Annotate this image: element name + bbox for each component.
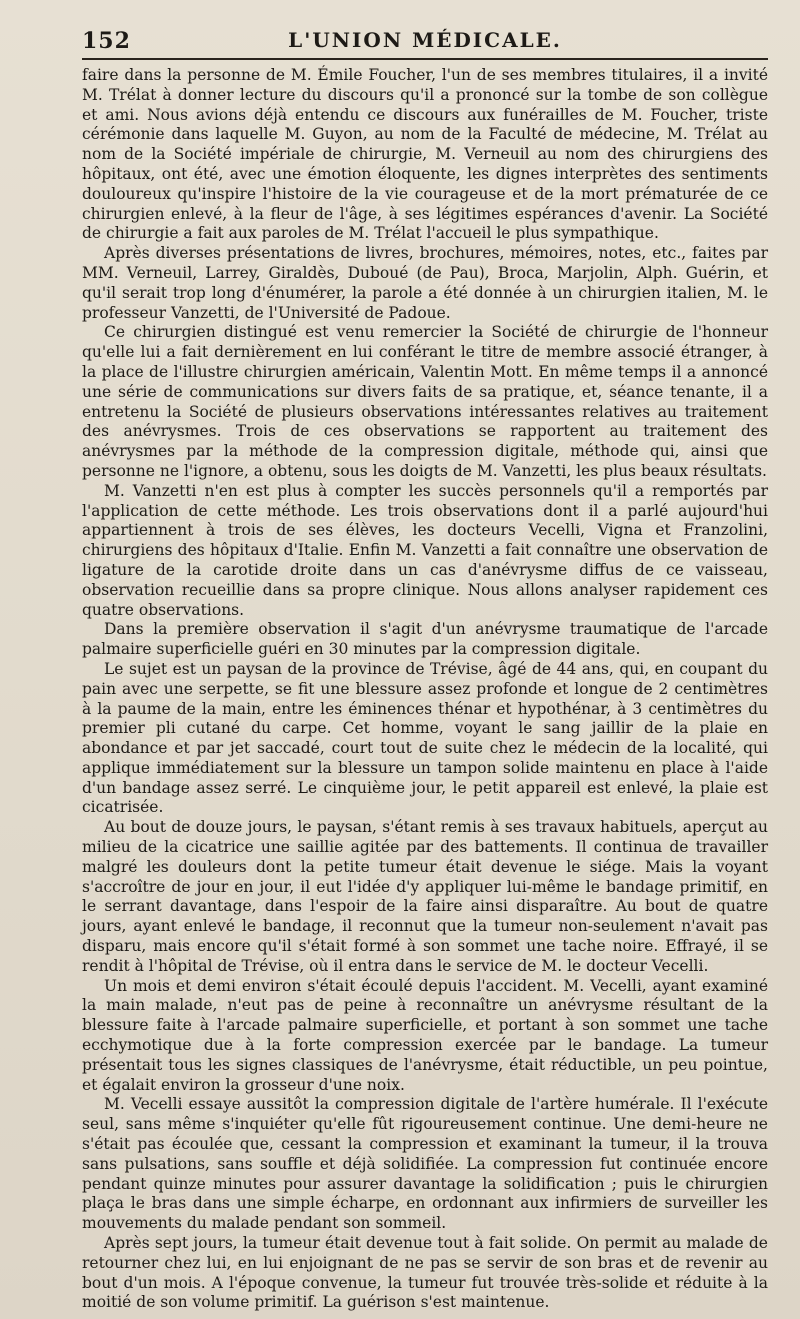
paragraph-9: M. Vecelli essaye aussitôt la compression digitale de l'artère humérale. Il l'exécute seul, sans même s'inquiéter qu'elle fût rigoureusement continue. Une demi-heure ne s'était pas écoulée que, cessant la compression et examinant la tumeur, il la trouva sans pulsations, sans souffle et déjà solidifiée. La compression fut continuée encore pendant quinze minutes pour assurer davantage la solidification ; puis le chirurgien plaça le bras dans une simple écharpe, en ordonnant aux infirmiers de surveiller les mouvements du malade pendant son sommeil. <box>82 1095 768 1233</box>
paragraph-5: Dans la première observation il s'agit d'un anévrysme traumatique de l'arcade palmaire superficielle guéri en 30 minutes par la compression digitale. <box>82 620 768 659</box>
paragraph-1: faire dans la personne de M. Émile Foucher, l'un de ses membres titulaires, il a invité M. Trélat à donner lecture du discours qu'il a prononcé sur la tombe de son collègue et ami. Nous avions déjà entendu ce discours aux funérailles de M. Foucher, triste cérémonie dans laquelle M. Guyon, au nom de la Faculté de médecine, M. Trélat au nom de la Société impériale de chirurgie, M. Verneuil au nom des chirurgiens des hôpitaux, ont été, avec une émotion éloquente, les dignes interprètes des sentiments douloureux qu'inspire l'histoire de la vie courageuse et de la mort prématurée de ce chirurgien enlevé, à la fleur de l'âge, à ses légitimes espérances d'avenir. La Société de chirurgie a fait aux paroles de M. Trélat l'accueil le plus sympathique. <box>82 66 768 243</box>
page-number: 152 <box>82 28 131 54</box>
paragraph-8: Un mois et demi environ s'était écoulé depuis l'accident. M. Vecelli, ayant examiné la main malade, n'eut pas de peine à reconnaître un anévrysme résultant de la blessure faite à l'arcade palmaire superficielle, et portant à son sommet une tache ecchymotique due à la forte compression exercée par le bandage. La tumeur présentait tous les signes classiques de l'anévrysme, était réductible, un peu pointue, et égalait environ la grosseur d'une noix. <box>82 976 768 1094</box>
journal-title: L'UNION MÉDICALE. <box>288 28 562 52</box>
page-header <box>82 20 768 60</box>
paragraph-7: Au bout de douze jours, le paysan, s'étant remis à ses travaux habituels, aperçut au milieu de la cicatrice une saillie agitée par des battements. Il continua de travailler malgré les douleurs dont la petite tumeur était devenue le siége. Mais la voyant s'accroître de jour en jour, il eut l'idée d'y appliquer lui-même le bandage primitif, en le serrant davantage, dans l'espoir de la faire ainsi disparaître. Au bout de quatre jours, ayant enlevé le bandage, il reconnut que la tumeur non-seulement n'avait pas disparu, mais encore qu'il s'était formé à son sommet une tache noire. Effrayé, il se rendit à l'hôpital de Trévise, où il entra dans le service de M. le docteur Vecelli. <box>82 818 768 975</box>
paragraph-10: Après sept jours, la tumeur était devenue tout à fait solide. On permit au malade de retourner chez lui, en lui enjoignant de ne pas se servir de son bras et de revenir au bout d'un mois. A l'époque convenue, la tumeur fut trouvée très-solide et réduite à la moitié de son volume primitif. La guérison s'est maintenue. <box>82 1234 768 1312</box>
article-body <box>82 66 768 1313</box>
paragraph-6: Le sujet est un paysan de la province de Trévise, âgé de 44 ans, qui, en coupant du pain avec une serpette, se fit une blessure assez profonde et longue de 2 centimètres à la paume de la main, entre les éminences thénar et hypothénar, à 3 centimètres du premier pli cutané du carpe. Cet homme, voyant le sang jaillir de la plaie en abondance et par jet saccadé, court tout de suite chez le médecin de la localité, qui applique immédiatement sur la blessure un tampon solide maintenu en place à l'aide d'un bandage assez serré. Le cinquième jour, le petit appareil est enlevé, la plaie est cicatrisée. <box>82 659 768 817</box>
paragraph-3: Ce chirurgien distingué est venu remercier la Société de chirurgie de l'honneur qu'elle lui a fait dernièrement en lui conférant le titre de membre associé étranger, à la place de l'illustre chirurgien américain, Valentin Mott. En même temps il a annoncé une série de communications sur divers faits de sa pratique, et, séance tenante, il a entretenu la Société de plusieurs observations intéressantes relatives au traitement des anévrysmes. Trois de ces observations se rapportent au traitement des anévrysmes par la méthode de la compression digitale, méthode qui, ainsi que personne ne l'ignore, a obtenu, sous les doigts de M. Vanzetti, les plus beaux résultats. <box>82 323 768 480</box>
paragraph-4: M. Vanzetti n'en est plus à compter les succès personnels qu'il a remportés par l'application de cette méthode. Les trois observations dont il a parlé aujourd'hui appartiennent à trois de ses élèves, les docteurs Vecelli, Vigna et Franzolini, chirurgiens des hôpitaux d'Italie. Enfin M. Vanzetti a fait connaître une observation de ligature de la carotide droite dans un cas d'anévrysme diffus de ce vaisseau, observation recueillie dans sa propre clinique. Nous allons analyser rapidement ces quatre observations. <box>82 481 768 619</box>
paragraph-2: Après diverses présentations de livres, brochures, mémoires, notes, etc., faites par MM. Verneuil, Larrey, Giraldès, Duboué (de Pau), Broca, Marjolin, Alph. Guérin, et qu'il serait trop long d'énumérer, la parole a été donnée à un chirurgien italien, M. le professeur Vanzetti, de l'Université de Padoue. <box>82 244 768 322</box>
